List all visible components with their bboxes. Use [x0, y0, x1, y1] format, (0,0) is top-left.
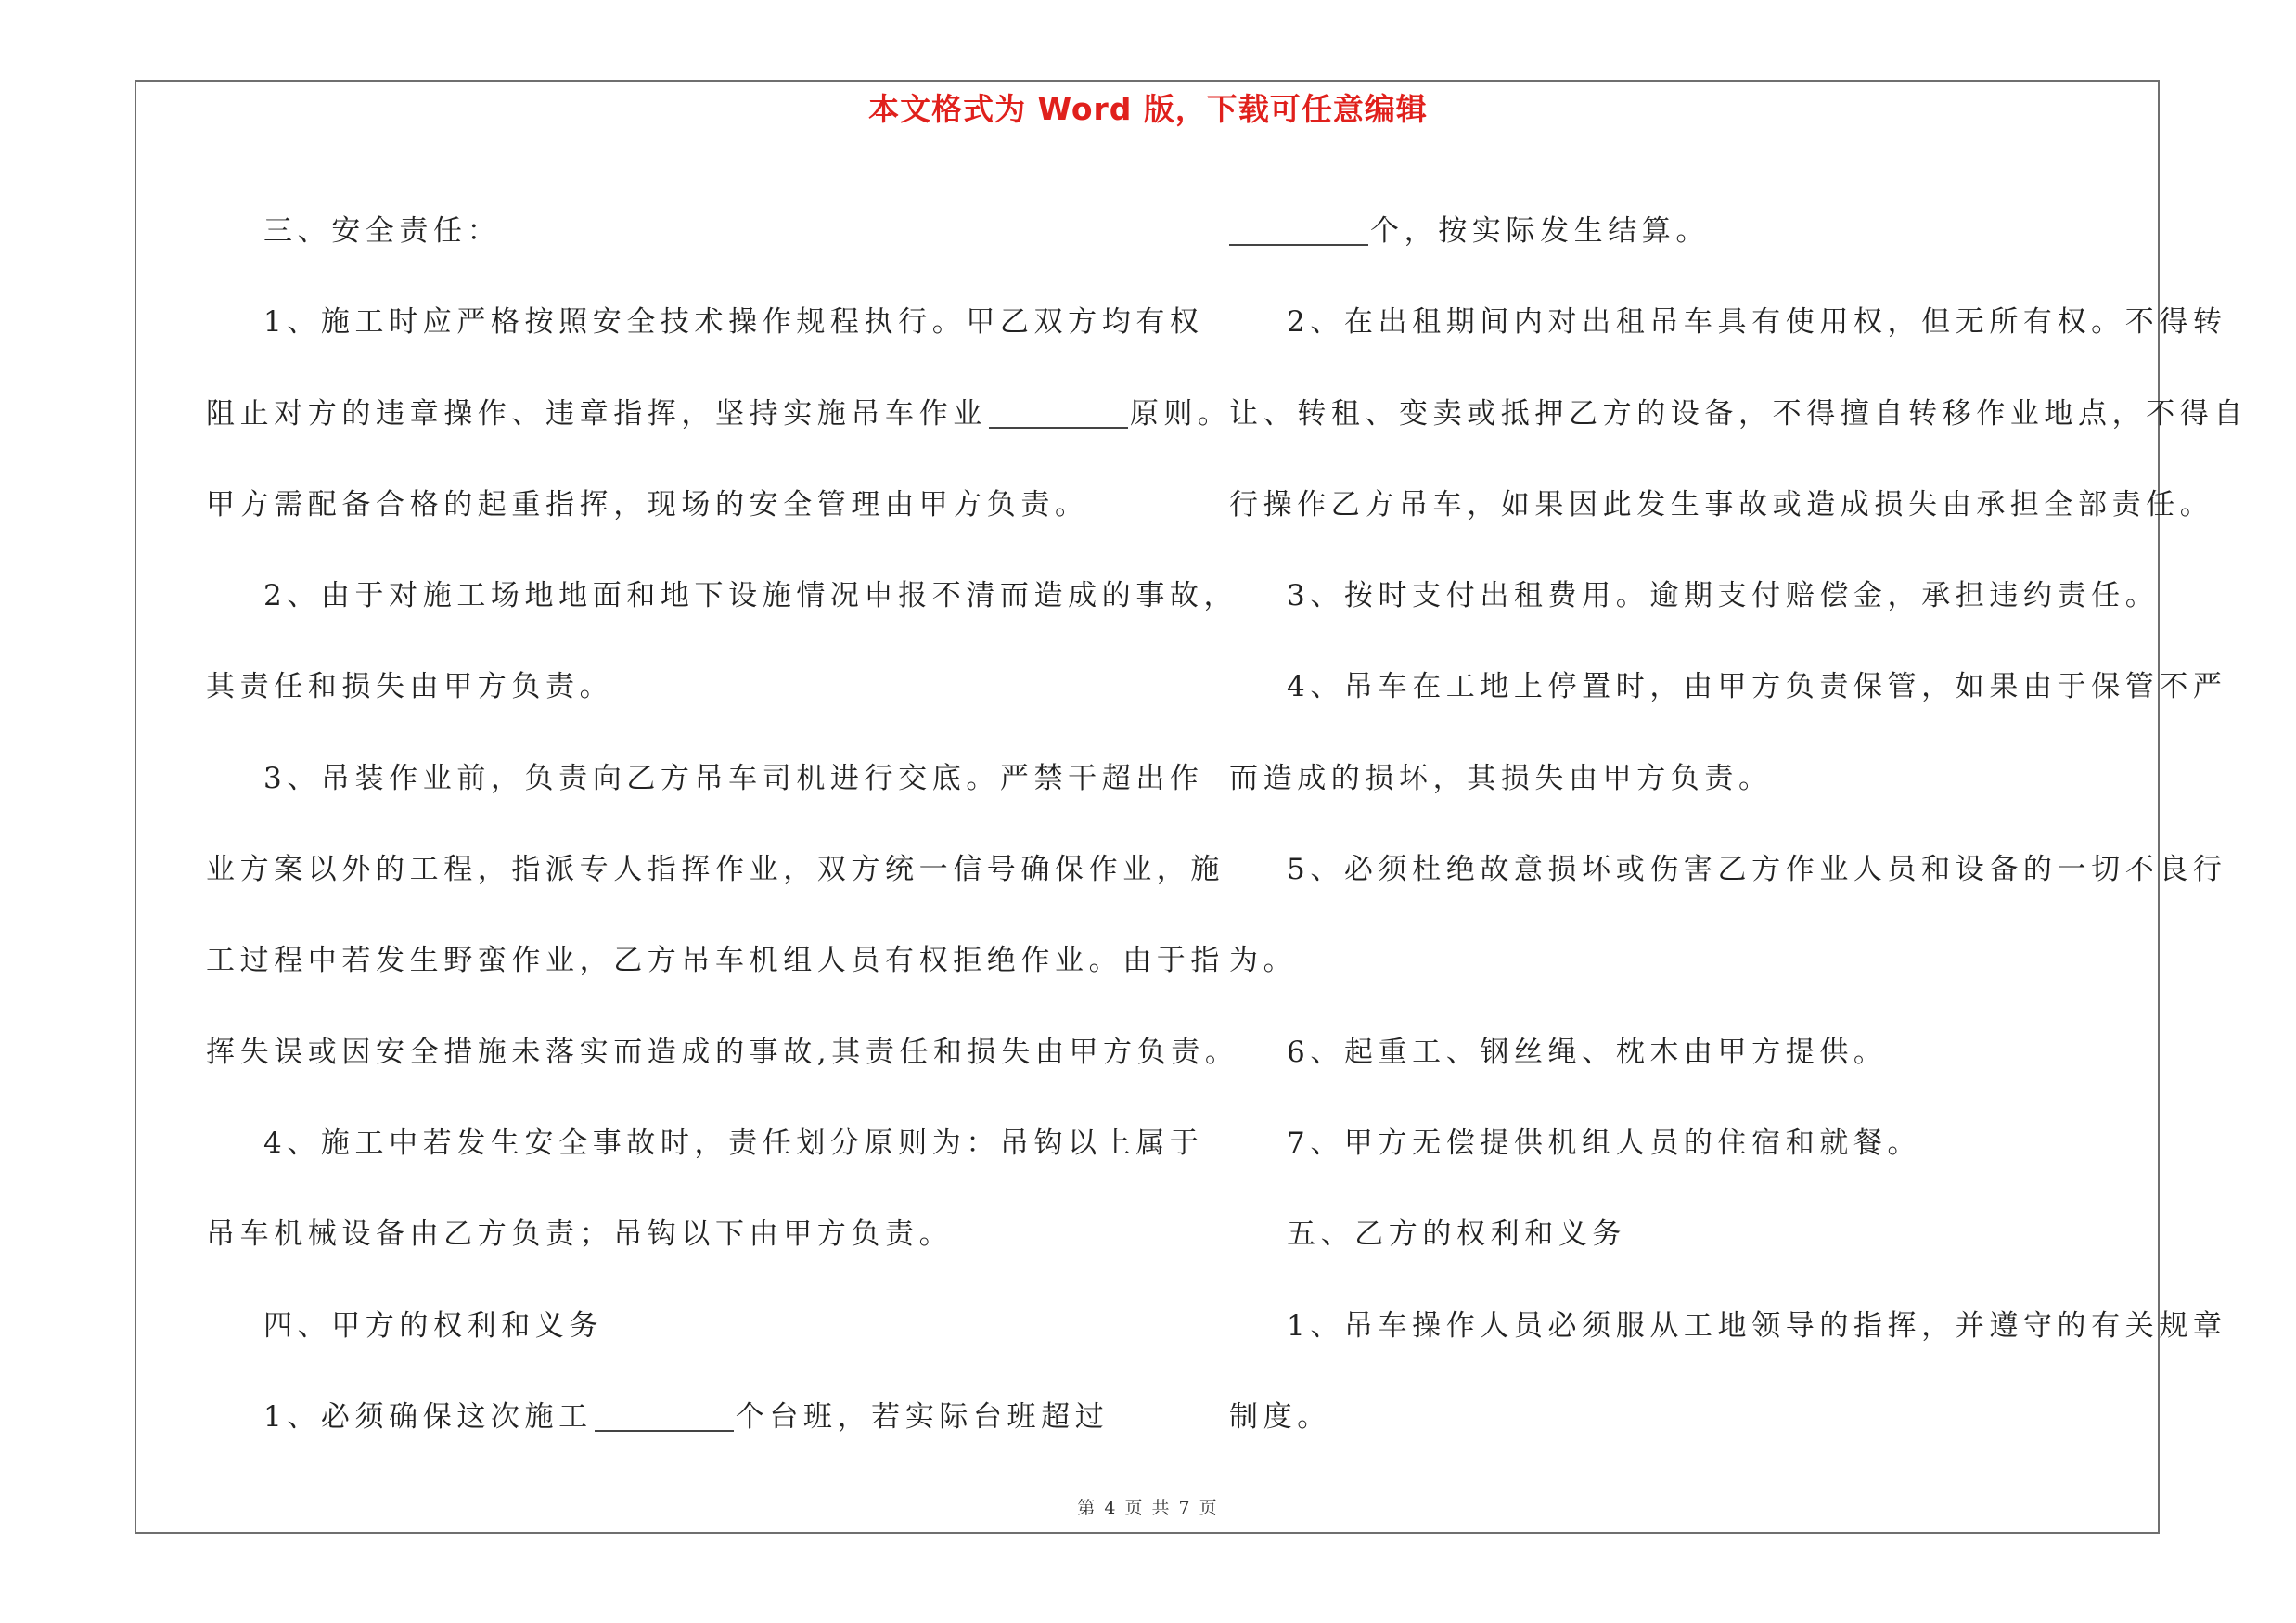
paragraph-line: 4、吊车在工地上停置时，由甲方负责保管，如果由于保管不严 — [1287, 670, 2227, 704]
line-text: 原则。 — [1129, 396, 1232, 431]
paragraph-line: 业方案以外的工程，指派专人指挥作业，双方统一信号确保作业，施 — [206, 853, 1225, 887]
line-text: 个台班，若实际台班超过 — [735, 1399, 1110, 1434]
paragraph-line: 甲方需配备合格的起重指挥，现场的安全管理由甲方负责。 — [206, 487, 1089, 522]
paragraph-line: 6、起重工、钢丝绳、枕木由甲方提供。 — [1287, 1035, 1888, 1069]
paragraph-line: 1、施工时应严格按照安全技术操作规程执行。甲乙双方均有权 — [263, 305, 1204, 340]
section-heading-party-a: 四、甲方的权利和义务 — [263, 1308, 603, 1343]
section-heading-party-b: 五、乙方的权利和义务 — [1287, 1217, 1626, 1252]
paragraph-line: 挥失误或因安全措施未落实而造成的事故,其责任和损失由甲方负责。 — [206, 1035, 1239, 1069]
paragraph-line: 为。 — [1229, 944, 1298, 978]
paragraph-line — [206, 368, 1232, 459]
format-banner: 本文格式为 Word 版，下载可任意编辑 — [868, 91, 1428, 127]
paragraph-line: 2、在出租期间内对出租吊车具有使用权，但无所有权。不得转 — [1287, 305, 2227, 340]
left-column — [206, 186, 1239, 1462]
paragraph-line: 吊车机械设备由乙方负责；吊钩以下由甲方负责。 — [206, 1217, 954, 1252]
paragraph-line: 行操作乙方吊车，如果因此发生事故或造成损失由承担全部责任。 — [1229, 487, 2214, 522]
paragraph-line — [1229, 186, 2157, 277]
paragraph-line: 工过程中若发生野蛮作业，乙方吊车机组人员有权拒绝作业。由于指 — [206, 944, 1225, 978]
paragraph-line: 制度。 — [1229, 1399, 1331, 1434]
paragraph-line: 2、由于对施工场地地面和地下设施情况申报不清而造成的事故， — [263, 579, 1238, 613]
paragraph-line: 让、转租、变卖或抵押乙方的设备，不得擅自转移作业地点，不得自 — [1229, 396, 2248, 431]
line-text: 1、必须确保这次施工 — [263, 1399, 593, 1434]
paragraph-line: 其责任和损失由甲方负责。 — [206, 670, 614, 704]
paragraph-line: 5、必须杜绝故意损坏或伤害乙方作业人员和设备的一切不良行 — [1287, 853, 2227, 887]
line-text: 阻止对方的违章操作、违章指挥，坚持实施吊车作业 — [206, 396, 987, 431]
page-number-footer: 第 4 页 共 7 页 — [1077, 1498, 1219, 1518]
paragraph-line: 3、吊装作业前，负责向乙方吊车司机进行交底。严禁干超出作 — [263, 761, 1204, 795]
paragraph-line — [206, 1372, 1134, 1462]
line-text: 个，按实际发生结算。 — [1370, 214, 1710, 248]
paragraph-line: 7、甲方无偿提供机组人员的住宿和就餐。 — [1287, 1126, 1922, 1160]
paragraph-line: 3、按时支付出租费用。逾期支付赔偿金，承担违约责任。 — [1287, 579, 2160, 613]
fill-in-blank[interactable] — [595, 1430, 734, 1432]
fill-in-blank[interactable] — [1229, 244, 1368, 246]
section-heading-safety: 三、安全责任： — [263, 214, 502, 248]
paragraph-line: 而造成的损坏，其损失由甲方负责。 — [1229, 761, 1773, 795]
paragraph-line: 1、吊车操作人员必须服从工地领导的指挥，并遵守的有关规章 — [1287, 1308, 2227, 1343]
fill-in-blank[interactable] — [989, 427, 1128, 429]
paragraph-line: 4、施工中若发生安全事故时，责任划分原则为：吊钩以上属于 — [263, 1126, 1204, 1160]
right-column — [1229, 186, 2248, 1462]
